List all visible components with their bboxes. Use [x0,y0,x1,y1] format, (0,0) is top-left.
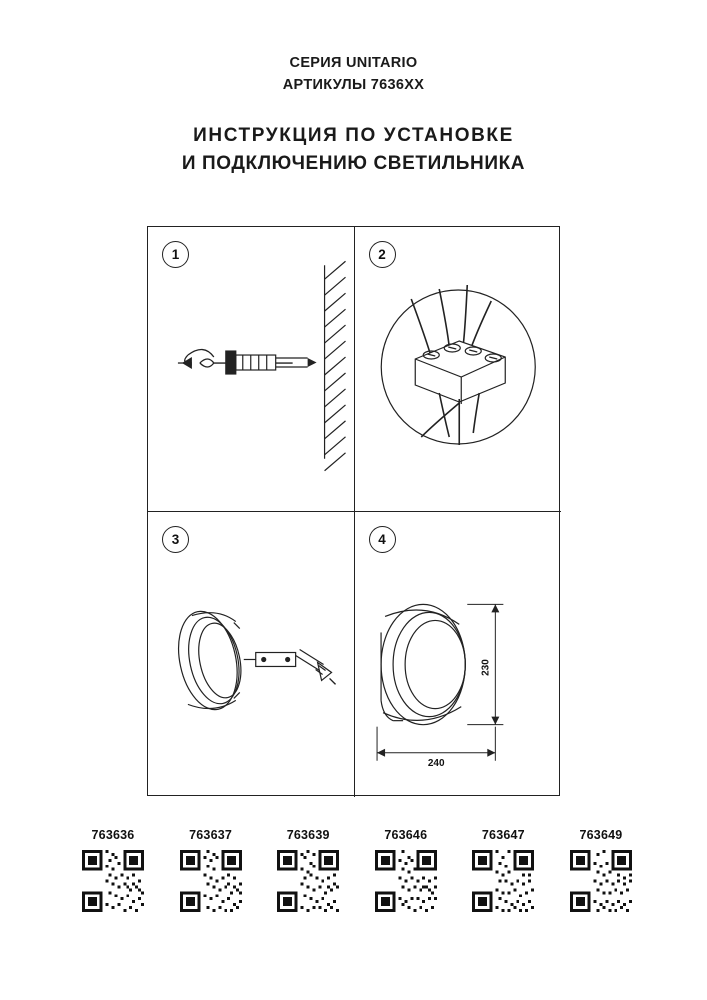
steps-grid [147,226,560,796]
code-label: 763636 [91,828,135,842]
qr-code-icon [570,850,632,912]
dimension-height-label: 230 [479,659,491,676]
product-codes-row [74,828,640,912]
step-3-illustration [148,512,354,797]
code-item [464,828,542,912]
code-item [172,828,250,912]
code-item [562,828,640,912]
code-label: 763639 [286,828,330,842]
series-line: СЕРИЯ UNITARIO [289,55,418,71]
step-panel-1 [148,227,355,512]
qr-code-icon [180,850,242,912]
code-label: 763637 [189,828,233,842]
qr-code-icon [472,850,534,912]
header [0,52,707,96]
page-title [0,122,707,178]
code-item [74,828,152,912]
article-line: АРТИКУЛЫ 7636ХХ [282,77,425,93]
step-panel-3 [148,512,355,797]
qr-code-icon [82,850,144,912]
page-title-line-1: ИНСТРУКЦИЯ ПО УСТАНОВКЕ [193,125,514,146]
step-4-illustration [355,512,562,797]
step-number-badge-2: 2 [369,241,396,268]
step-number-badge-1: 1 [162,241,189,268]
page-title-line-2: И ПОДКЛЮЧЕНИЮ СВЕТИЛЬНИКА [181,153,526,174]
step-panel-2 [355,227,562,512]
qr-code-icon [375,850,437,912]
step-2-illustration [355,227,562,511]
code-label: 763649 [579,828,623,842]
step-panel-4 [355,512,562,797]
qr-code-icon [277,850,339,912]
code-item [269,828,347,912]
step-1-illustration [148,227,354,511]
code-label: 763647 [481,828,525,842]
dimension-width-label: 240 [427,757,445,769]
code-label: 763646 [384,828,428,842]
step-number-badge-4: 4 [369,526,396,553]
code-item [367,828,445,912]
step-number-badge-3: 3 [162,526,189,553]
